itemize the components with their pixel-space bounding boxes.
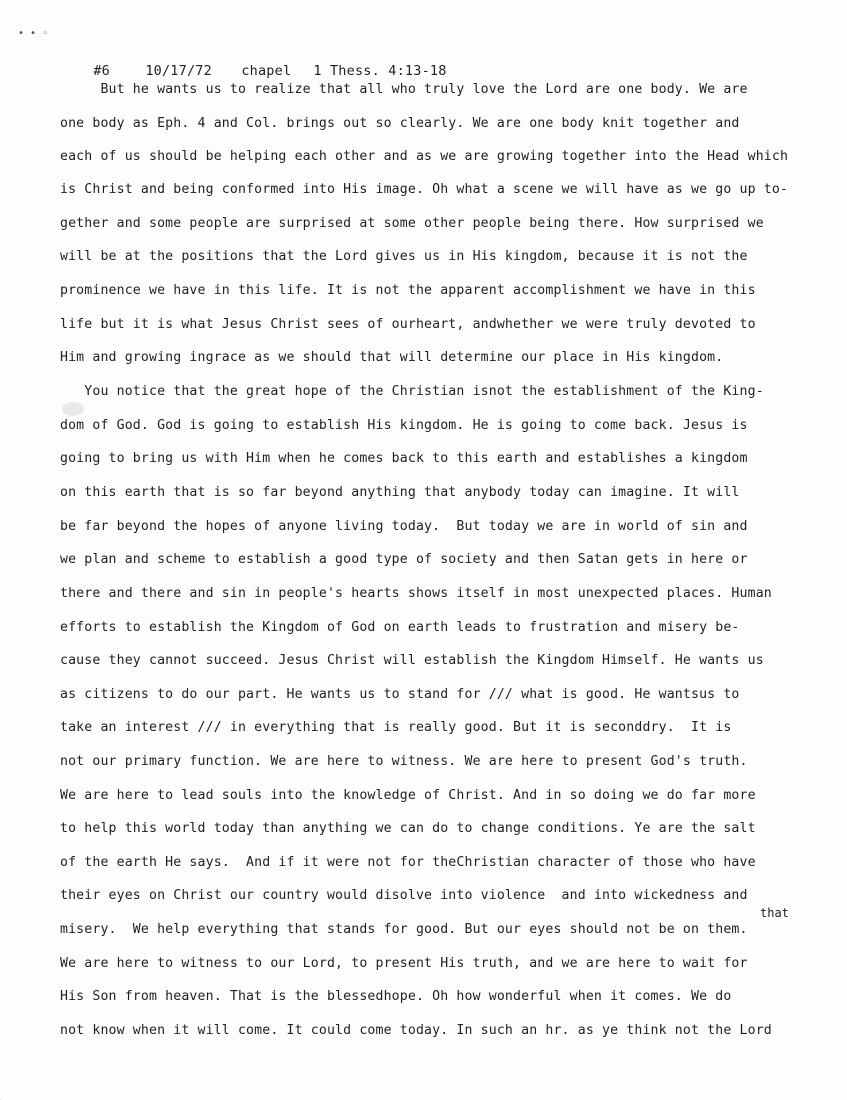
sermon-date: 10/17/72 [145,63,212,79]
text-line: You notice that the great hope of the Christian isnot the establishment of the King- [60,384,764,399]
text-line: going to bring us with Him when he comes back to this earth and establishes a kingdom [60,451,748,466]
text-line: one body as Eph. 4 and Col. brings out so clearly. We are one body knit together and [60,116,740,131]
text-line: not our primary function. We are here to witness. We are here to present God's truth. [60,754,748,769]
text-line: is Christ and being conformed into His image. Oh what a scene we will have as we go up to- [60,182,789,197]
interlinear-note: that [760,906,789,920]
text-line: on this earth that is so far beyond anything that anybody today can imagine. It will [60,485,740,500]
text-line: take an interest /// in everything that is really good. But it is seconddry. It is [60,720,732,735]
ink-smudge [62,402,84,416]
text-line: not know when it will come. It could come today. In such an hr. as ye think not the Lord [60,1023,772,1038]
text-line: will be at the positions that the Lord gives us in His kingdom, because it is not the [60,249,748,264]
text-line: their eyes on Christ our country would disolve into violence and into wickedness and [60,888,748,903]
text-line: life but it is what Jesus Christ sees of ourheart, andwhether we were truly devoted to [60,317,756,332]
text-line: efforts to establish the Kingdom of God on earth leads to frustration and misery be- [60,620,740,635]
text-line: each of us should be helping each other and as we are growing together into the Head which [60,149,789,164]
text-line: His Son from heaven. That is the blessedhope. Oh how wonderful when it comes. We do [60,989,732,1004]
page-number: #6 [93,63,110,79]
text-line: prominence we have in this life. It is not the apparent accomplishment we have in this [60,283,756,298]
text-line: gether and some people are surprised at some other people being there. How surprised we [60,216,764,231]
text-line: cause they cannot succeed. Jesus Christ will establish the Kingdom Himself. He wants us [60,653,764,668]
text-line: to help this world today than anything we can do to change conditions. Ye are the salt [60,821,756,836]
text-line: we plan and scheme to establish a good type of society and then Satan gets in here or [60,552,748,567]
text-line: We are here to witness to our Lord, to present His truth, and we are here to wait for [60,956,748,971]
text-line: misery. We help everything that stands for good. But our eyes should not be on them. [60,922,748,937]
text-line: But he wants us to realize that all who truly love the Lord are one body. We are [60,82,748,97]
text-line: Him and growing ingrace as we should that will determine our place in His kingdom. [60,350,724,365]
scripture-reference: 1 Thess. 4:13-18 [313,63,447,79]
text-line: there and there and sin in people's hearts shows itself in most unexpected places. Human [60,586,772,601]
text-line: of the earth He says. And if it were not for theChristian character of those who have [60,855,756,870]
text-line: as citizens to do our part. He wants us to stand for /// what is good. He wantsus to [60,687,740,702]
text-line: be far beyond the hopes of anyone living today. But today we are in world of sin and [60,519,748,534]
sermon-event: chapel [241,63,292,79]
text-line: dom of God. God is going to establish His kingdom. He is going to come back. Jesus is [60,418,748,433]
corner-mark: • • ◦ [18,28,49,39]
text-line: We are here to lead souls into the knowledge of Christ. And in so doing we do far more [60,788,756,803]
